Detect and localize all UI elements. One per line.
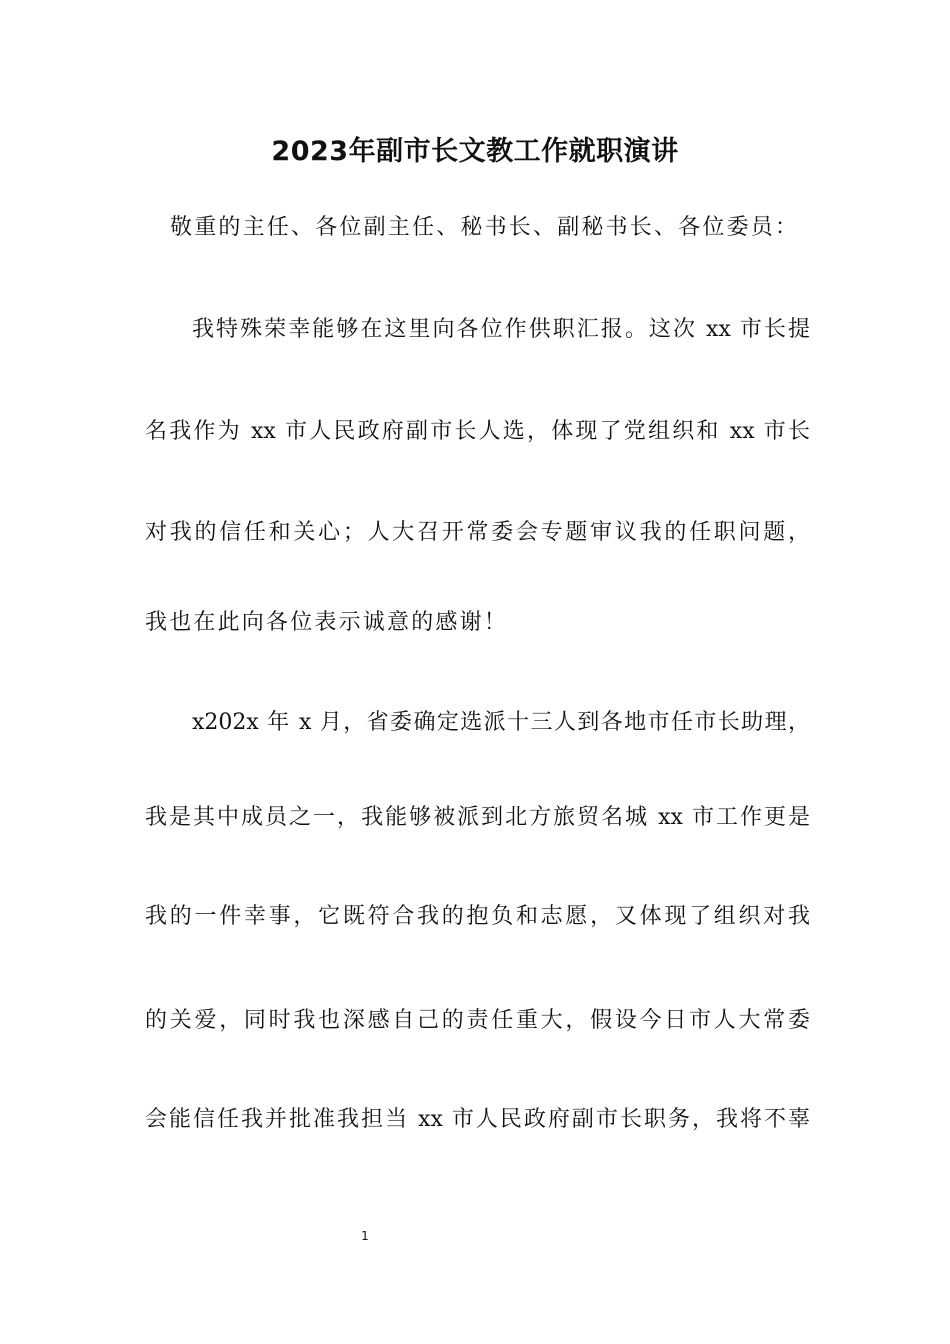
body-line-8: 的关爱，同时我也深感自己的责任重大，假设今日市人大常委 — [145, 1008, 810, 1033]
body-line-3: 对我的信任和关心；人大召开常委会专题审议我的任职问题， — [145, 520, 810, 545]
body-line-5: x202x 年 x 月，省委确定选派十三人到各地市任市长助理， — [192, 710, 810, 735]
body-line-9: 会能信任我并批准我担当 xx 市人民政府副市长职务，我将不辜 — [145, 1107, 810, 1132]
document-title: 2023年副市长文教工作就职演讲 — [271, 136, 679, 167]
body-line-6: 我是其中成员之一，我能够被派到北方旅贸名城 xx 市工作更是 — [145, 805, 810, 830]
body-line-1: 我特殊荣幸能够在这里向各位作供职汇报。这次 xx 市长提 — [192, 317, 810, 342]
body-line-2: 名我作为 xx 市人民政府副市长人选，体现了党组织和 xx 市长 — [145, 419, 810, 444]
salutation-line: 敬重的主任、各位副主任、秘书长、副秘书长、各位委员： — [170, 215, 800, 240]
body-line-7: 我的一件幸事，它既符合我的抱负和志愿，又体现了组织对我 — [145, 904, 810, 929]
body-line-4: 我也在此向各位表示诚意的感谢！ — [145, 610, 509, 635]
page-number: 1 — [361, 1229, 369, 1243]
